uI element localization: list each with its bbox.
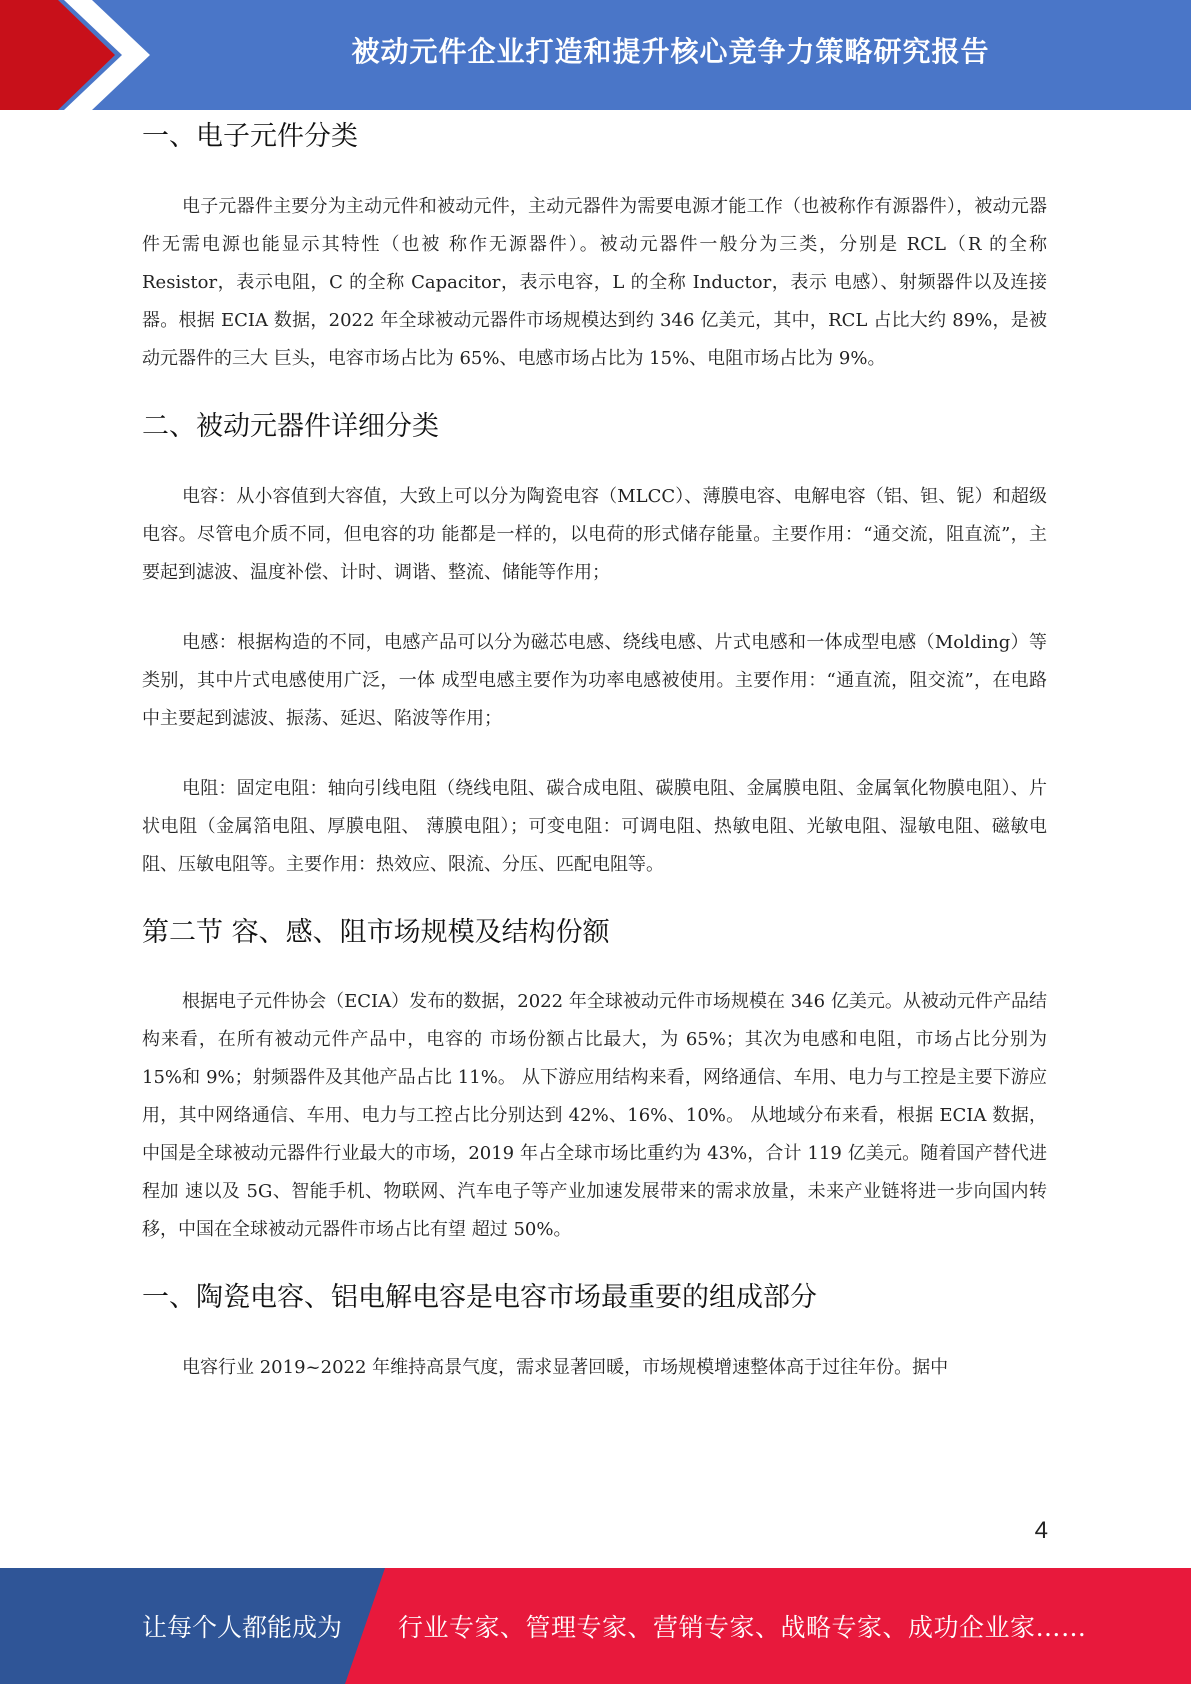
- paragraph-classification: 电子元器件主要分为主动元件和被动元件，主动元器件为需要电源才能工作（也被称作有源器件），被动元器件无需电源也能显示其特性（也被 称作无源器件）。被动元器件一般分为三类，分别是 RCL（R 的全称 Resistor，表示电阻，C 的全称 Capacitor，表示电容，L 的全称 Inductor，表示 电感）、射频器件以及连接器。根据 ECIA 数据，2022 年全球被动元器件市场规模达到约 346 亿美元，其中，RCL 占比大约 89%，是被动元器件的三大 巨头，电容市场占比为 65%、电感市场占比为 15%、电阻市场占比为 9%。: [142, 195, 1047, 369]
- section-heading-4: 一、陶瓷电容、铝电解电容是电容市场最重要的组成部分: [142, 1282, 817, 1314]
- footer-slogan-right: 行业专家、管理专家、营销专家、战略专家、成功企业家……: [398, 1613, 1087, 1642]
- paragraph-inductor: 电感：根据构造的不同，电感产品可以分为磁芯电感、绕线电感、片式电感和一体成型电感（Molding）等类别，其中片式电感使用广泛，一体 成型电感主要作为功率电感被使用。主要作用：“通直流，阻交流”，在电路中主要起到滤波、振荡、延迟、陷波等作用；: [142, 631, 1047, 729]
- footer-slogan-left: 让每个人都能成为: [142, 1613, 343, 1642]
- paragraph-market-size: 根据电子元件协会（ECIA）发布的数据，2022 年全球被动元件市场规模在 346 亿美元。从被动元件产品结构来看，在所有被动元件产品中，电容的 市场份额占比最大，为 65%；其次为电感和电阻，市场占比分别为 15%和 9%；射频器件及其他产品占比 11%。 从下游应用结构来看，网络通信、车用、电力与工控是主要下游应用，其中网络通信、车用、电力与工控占比分别达到 42%、16%、10%。 从地域分布来看，根据 ECIA 数据，中国是全球被动元器件行业最大的市场，2019 年占全球市场比重约为 43%，合计 119 亿美元。随着国产替代进程加 速以及 5G、智能手机、物联网、汽车电子等产业加速发展带来的需求放量，未来产业链将进一步向国内转移，中国在全球被动元器件市场占比有望 超过 50%。: [142, 991, 1047, 1241]
- section-heading-1: 一、电子元件分类: [142, 121, 358, 152]
- page-footer: [0, 1568, 1191, 1684]
- paragraph-capacitor: 电容：从小容值到大容值，大致上可以分为陶瓷电容（MLCC）、薄膜电容、电解电容（铝、钽、铌）和超级电容。尽管电介质不同，但电容的功 能都是一样的，以电荷的形式储存能量。主要作用：“通交流，阻直流”，主要起到滤波、温度补偿、计时、调谐、整流、储能等作用；: [142, 485, 1047, 583]
- report-title: 被动元件企业打造和提升核心竞争力策略研究报告: [351, 35, 990, 68]
- page-header: [0, 0, 1191, 110]
- document-body: [142, 118, 1047, 1387]
- page-number: 4: [1034, 1517, 1048, 1544]
- red-arrow-logo: [0, 0, 160, 110]
- section-heading-3: 第二节 容、感、阻市场规模及结构份额: [142, 916, 610, 948]
- section-heading-2: 二、被动元器件详细分类: [142, 410, 439, 442]
- paragraph-capacitor-market: 电容行业 2019~2022 年维持高景气度，需求显著回暖，市场规模增速整体高于过往年份。据中: [182, 1357, 949, 1379]
- paragraph-resistor: 电阻：固定电阻：轴向引线电阻（绕线电阻、碳合成电阻、碳膜电阻、金属膜电阻、金属氧化物膜电阻）、片状电阻（金属箔电阻、厚膜电阻、 薄膜电阻）；可变电阻：可调电阻、热敏电阻、光敏电阻、湿敏电阻、磁敏电阻、压敏电阻等。主要作用：热效应、限流、分压、匹配电阻等。: [142, 777, 1047, 875]
